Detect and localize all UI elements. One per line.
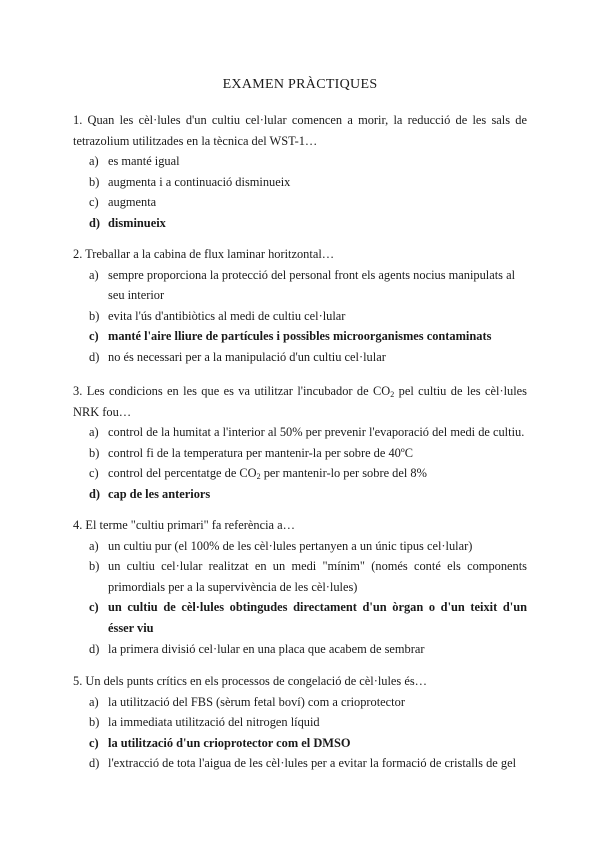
- answer-option-c-correct: c) la utilització d'un crioprotector com el DMSO: [89, 735, 351, 750]
- question-5: [73, 671, 527, 774]
- question-stem: 5. Un dels punts crítics en els processos de congelació de cèl·lules és…: [73, 674, 428, 688]
- question-stem: 4. El terme "cultiu primari" fa referència a…: [73, 518, 296, 532]
- answer-option-c: c) augmenta: [89, 195, 157, 210]
- answer-option-a: a) sempre proporciona la protecció del personal front els agents nocius manipulats al seu interior: [89, 267, 516, 303]
- answer-option-a: a) un cultiu pur (el 100% de les cèl·lules pertanyen a un únic tipus cel·lular): [89, 538, 473, 553]
- answer-option-d: d) no és necessari per a la manipulació d'un cultiu cel·lular: [89, 349, 386, 364]
- answer-option-d-correct: d) disminueix: [89, 215, 166, 230]
- answer-option-b: b) augmenta i a continuació disminueix: [89, 174, 291, 189]
- answer-option-a: a) es manté igual: [89, 154, 180, 169]
- question-stem: 3. Les condicions en les que es va utilitzar l'incubador de $CO_2$ pel cultiu de les cèl·lules NRK fou…: [73, 384, 527, 419]
- page-title: EXAMEN PRÀCTIQUES: [222, 77, 378, 92]
- question-1: [73, 110, 527, 234]
- question-stem: 2. Treballar a la cabina de flux laminar horitzontal…: [73, 247, 335, 261]
- answer-option-d: d) l'extracció de tota l'aigua de les cèl·lules per a evitar la formació de cristalls de gel: [89, 756, 517, 771]
- answer-option-b: b) evita l'ús d'antibiòtics al medi de cultiu cel·lular: [89, 308, 346, 323]
- question-3: [73, 381, 527, 505]
- question-stem: 1. Quan les cèl·lules d'un cultiu cel·lular comencen a morir, la reducció de les sals de tetrazolium utilitzades en la tècnica del WST-1…: [73, 113, 527, 148]
- answer-option-c-correct: c) manté l'aire lliure de partícules i possibles microorganismes contaminats: [89, 329, 492, 344]
- answer-option-b: b) un cultiu cel·lular realitzat en un medi "mínim" (només conté els components primordials per a la supervivència de les cèl·lules): [89, 559, 527, 594]
- answer-option-d-correct: d) cap de les anteriors: [89, 486, 211, 501]
- question-2: [73, 244, 527, 368]
- answer-option-a: a) control de la humitat a l'interior al 50% per prevenir l'evaporació del medi de cultiu.: [89, 425, 525, 440]
- answer-option-b: b) la immediata utilització del nitrogen líquid: [89, 715, 320, 730]
- answer-option-c-correct: c) un cultiu de cèl·lules obtingudes directament d'un òrgan o d'un teixit d'un ésser viu: [89, 600, 527, 635]
- answer-option-d: d) la primera divisió cel·lular en una placa que acabem de sembrar: [89, 641, 425, 656]
- question-4: [73, 515, 527, 659]
- answer-option-a: a) la utilització del FBS (sèrum fetal boví) com a crioprotector: [89, 694, 405, 709]
- answer-option-c: c) control del percentatge de $CO_2$ per mantenir-lo per sobre del 8%: [89, 466, 427, 482]
- answer-option-b: b) control fi de la temperatura per mantenir-la per sobre de 40ºC: [89, 445, 413, 460]
